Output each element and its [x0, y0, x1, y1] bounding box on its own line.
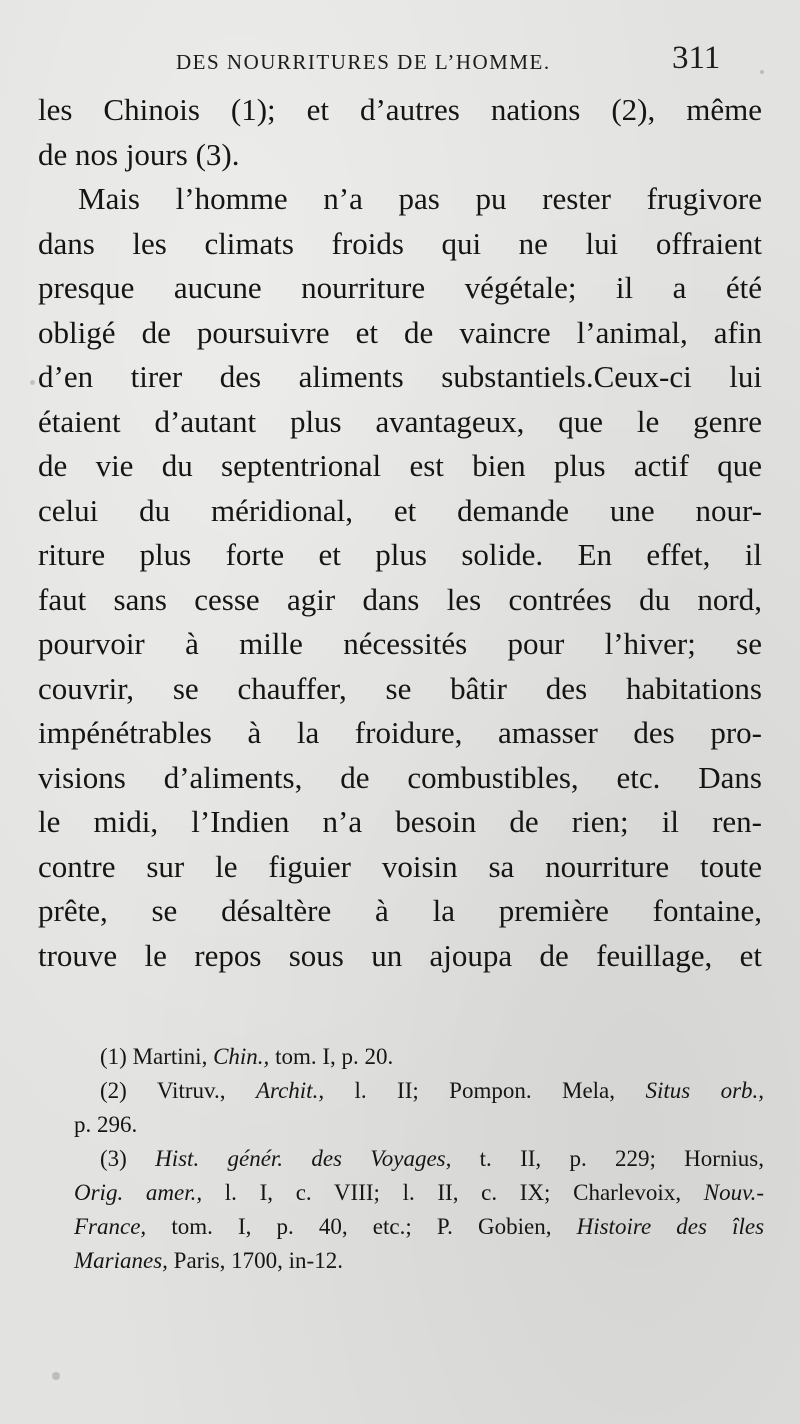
footnote-title: Archit.,: [255, 1078, 325, 1103]
running-title: DES NOURRITURES DE L’HOMME.: [176, 50, 551, 74]
footnote-title: Marianes,: [74, 1248, 168, 1273]
text-line: contre sur le figuier voisin sa nourriture toute: [38, 848, 762, 884]
footnote-title: Hist. génér. des Voyages,: [155, 1146, 452, 1171]
text-line: de vie du septentrional est bien plus actif que: [38, 448, 762, 483]
text-line: faut sans cesse agir dans les contrées du nord,: [38, 581, 762, 617]
footnote-text: l. II; Pompon. Mela,: [354, 1078, 616, 1103]
footnote-3-continued: [74, 1176, 764, 1210]
footnote-title: Histoire des îles: [576, 1214, 765, 1239]
text-line: presque aucune nourriture végétale; il a été: [38, 270, 762, 305]
text-line: riture plus forte et plus solide. En effet, il: [38, 537, 762, 572]
footnote-marker: (2): [100, 1078, 127, 1103]
text-line: obligé de poursuivre et de vaincre l’animal, afin: [38, 314, 762, 350]
footnote-title: Nouv.-: [703, 1180, 765, 1205]
text-line: visions d’aliments, de combustibles, etc. Dans: [38, 759, 762, 795]
paper-speck: [760, 70, 764, 74]
footnote-3-continued: [74, 1210, 764, 1244]
text-line: le midi, l’Indien n’a besoin de rien; il ren-: [38, 804, 762, 839]
page-number: 311: [672, 40, 721, 76]
footnote-author: Martini,: [132, 1044, 208, 1069]
footnote-title: Orig. amer.,: [74, 1180, 203, 1205]
footnote-text: p. 296.: [74, 1112, 138, 1137]
text-line: de nos jours (3).: [38, 136, 240, 172]
footnote-2-continued: [74, 1108, 764, 1142]
text-line: couvrir, se chauffer, se bâtir des habitations: [38, 670, 762, 706]
text-line: trouve le repos sous un ajoupa de feuillage, et: [38, 937, 762, 973]
footnote-1: [74, 1040, 764, 1074]
text-line: Mais l’homme n’a pas pu rester frugivore: [78, 181, 762, 216]
footnote-text: tom. I, p. 20.: [275, 1044, 394, 1069]
footnote-title: Situs orb.,: [645, 1078, 765, 1103]
footnote-text: l. I, c. VIII; l. II, c. IX; Charlevoix,: [224, 1180, 682, 1205]
text-line: les Chinois (1); et d’autres nations (2), même: [38, 92, 762, 127]
footnote-3: [74, 1142, 764, 1176]
text-line: pourvoir à mille nécessités pour l’hiver; se: [38, 626, 762, 661]
text-line: celui du méridional, et demande une nour-: [38, 492, 762, 528]
footnote-title: Chin.,: [213, 1044, 270, 1069]
body-text: [38, 88, 762, 978]
text-line: d’en tirer des aliments substantiels.Ceux-ci lui: [38, 359, 762, 394]
footnotes: [74, 1040, 764, 1278]
footnote-2: [74, 1074, 764, 1108]
footnote-text: tom. I, p. 40, etc.; P. Gobien,: [171, 1214, 552, 1239]
paper-speck: [30, 380, 35, 385]
footnote-author: Vitruv.,: [156, 1078, 226, 1103]
text-line: étaient d’autant plus avantageux, que le genre: [38, 403, 762, 439]
text-line: dans les climats froids qui ne lui offraient: [38, 225, 762, 261]
footnote-marker: (3): [100, 1146, 127, 1171]
paper-speck: [52, 1372, 60, 1380]
text-line: impénétrables à la froidure, amasser des pro-: [38, 715, 762, 750]
footnote-text: Paris, 1700, in-12.: [173, 1248, 343, 1273]
footnote-title: France,: [74, 1214, 147, 1239]
text-line: prête, se désaltère à la première fontaine,: [38, 893, 762, 928]
footnote-3-continued: [74, 1244, 764, 1278]
page-header: [0, 40, 800, 84]
footnote-marker: (1): [100, 1044, 127, 1069]
footnote-text: t. II, p. 229; Hornius,: [479, 1146, 764, 1171]
